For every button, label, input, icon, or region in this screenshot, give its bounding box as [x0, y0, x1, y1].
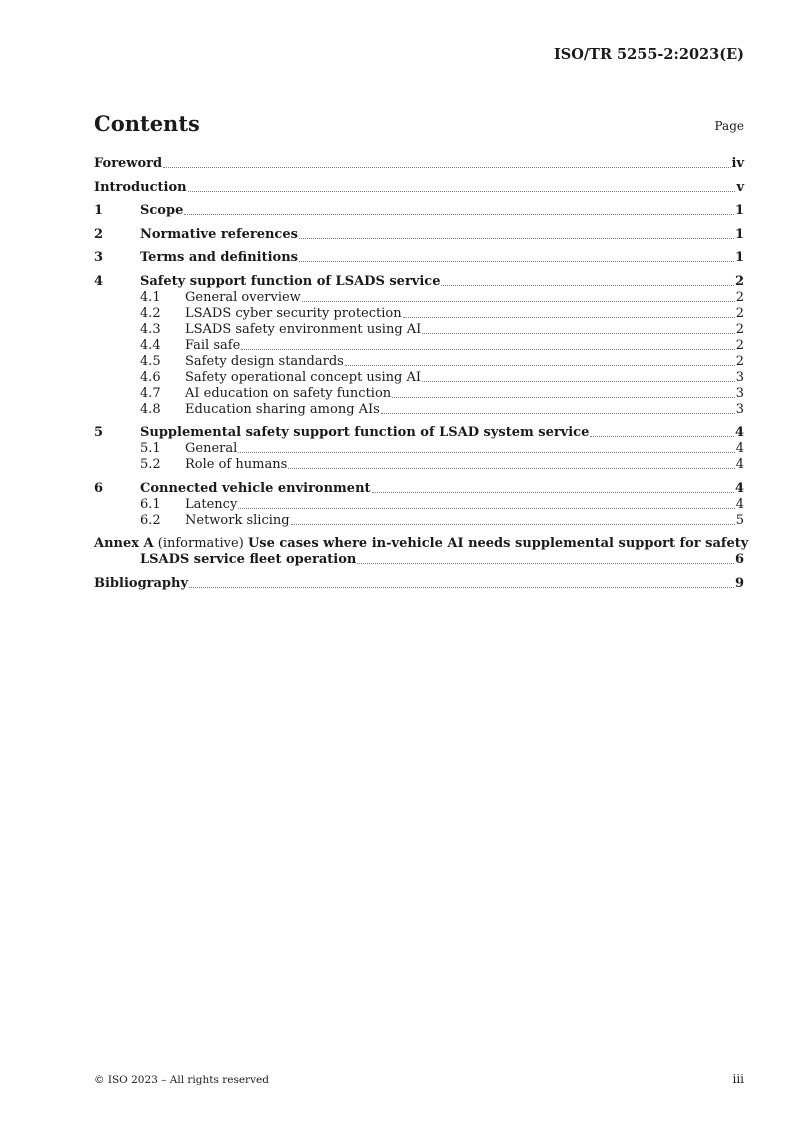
dot-leader: [422, 333, 734, 334]
toc-entry-4-6[interactable]: [94, 370, 744, 386]
dot-leader: [241, 349, 734, 350]
toc-entry-6-1[interactable]: [94, 497, 744, 513]
toc-entry-page: 4: [734, 480, 744, 496]
toc-entry-page: 4: [735, 457, 744, 472]
document-id: ISO/TR 5255-2:2023(E): [553, 46, 744, 63]
toc-entry-label: Normative references: [140, 226, 298, 242]
dot-leader: [299, 261, 734, 262]
dot-leader: [291, 524, 735, 525]
toc-entry-5-1[interactable]: [94, 441, 744, 457]
toc-entry-4-3[interactable]: [94, 322, 744, 338]
annex-type: (informative): [157, 536, 244, 551]
subclause-number: 4.2: [140, 305, 161, 321]
clause-number: 1: [94, 203, 104, 218]
subclause-number: 6.1: [140, 496, 161, 512]
toc-entry-page: 2: [734, 273, 744, 289]
clause-number: 4: [94, 273, 104, 289]
subclause-number: 4.4: [140, 337, 161, 353]
toc-title: Contents: [94, 111, 200, 136]
annex-title-line: [94, 552, 744, 568]
toc-entry-label: Foreword: [94, 156, 163, 171]
toc-entry-label: General overview: [185, 289, 301, 305]
toc-entry-4-2[interactable]: [94, 306, 744, 322]
dot-leader: [422, 381, 735, 382]
dot-leader: [288, 468, 734, 469]
dot-leader: [299, 238, 734, 239]
toc-entry-page: 3: [735, 369, 744, 385]
toc-entry-page: 4: [734, 425, 744, 440]
toc-entry-label: General: [185, 441, 238, 456]
toc-entry-label: Safety support function of LSADS service: [140, 273, 441, 289]
toc-entry-page: 2: [735, 337, 744, 353]
toc-entry-page: 2: [735, 321, 744, 337]
toc-entry-4-4[interactable]: [94, 338, 744, 354]
toc-entry-page: 1: [734, 250, 744, 265]
toc-entry-label: Education sharing among AIs: [185, 401, 380, 417]
toc-entry-clause-5[interactable]: [94, 425, 744, 441]
dot-leader: [163, 167, 730, 168]
toc-entry-page: 6: [734, 552, 744, 567]
toc-entry-label: Latency: [185, 496, 238, 512]
toc-entry-page: 4: [735, 496, 744, 512]
toc-entry-page: 3: [735, 401, 744, 417]
toc-entry-introduction[interactable]: [94, 180, 744, 196]
toc-entry-label: LSADS cyber security protection: [185, 305, 402, 321]
subclause-number: 4.7: [140, 385, 161, 401]
subclause-number: 6.2: [140, 512, 161, 528]
toc-entry-clause-2[interactable]: [94, 227, 744, 243]
subclause-number: 4.1: [140, 289, 161, 305]
dot-leader: [188, 191, 736, 192]
toc-entry-label: Terms and definitions: [140, 250, 298, 265]
toc-entry-label: Fail safe: [185, 337, 241, 353]
toc-entry-bibliography[interactable]: [94, 576, 744, 592]
toc-entry-5-2[interactable]: [94, 457, 744, 473]
toc-entry-clause-6[interactable]: [94, 481, 744, 497]
toc-entry-label: Connected vehicle environment: [140, 480, 371, 496]
toc-entry-clause-4[interactable]: [94, 274, 744, 290]
toc-entry-label: Bibliography: [94, 575, 189, 591]
table-of-contents: [94, 156, 749, 592]
toc-entry-4-1[interactable]: [94, 290, 744, 306]
toc-entry-page: 1: [734, 226, 744, 242]
toc-entry-label: Scope: [140, 203, 184, 218]
subclause-number: 4.8: [140, 401, 161, 417]
dot-leader: [184, 214, 734, 215]
toc-entry-page: v: [736, 179, 744, 195]
annex-title-line2: LSADS service fleet operation: [140, 552, 357, 567]
dot-leader: [345, 365, 735, 366]
subclause-number: 5.2: [140, 457, 161, 472]
toc-entry-label: AI education on safety function: [185, 385, 392, 401]
toc-entry-foreword[interactable]: [94, 156, 744, 172]
toc-entry-page: 2: [735, 305, 744, 321]
toc-entry-label: Introduction: [94, 179, 187, 195]
dot-leader: [392, 397, 735, 398]
clause-number: 6: [94, 480, 104, 496]
toc-entry-page: 2: [735, 289, 744, 305]
dot-leader: [189, 587, 734, 588]
dot-leader: [403, 317, 735, 318]
toc-entry-4-7[interactable]: [94, 386, 744, 402]
page-number: iii: [732, 1072, 744, 1086]
toc-entry-6-2[interactable]: [94, 513, 744, 529]
page-column-label: Page: [714, 119, 744, 133]
toc-entry-4-8[interactable]: [94, 402, 744, 418]
toc-entry-label: Supplemental safety support function of LSAD system service: [140, 425, 590, 440]
toc-entry-page: 3: [735, 385, 744, 401]
dot-leader: [381, 413, 735, 414]
toc-entry-page: 1: [734, 203, 744, 218]
toc-entry-clause-1[interactable]: [94, 203, 744, 219]
dot-leader: [238, 452, 734, 453]
subclause-number: 4.5: [140, 353, 161, 369]
toc-entry-page: iv: [731, 156, 744, 171]
toc-entry-page: 2: [735, 353, 744, 369]
clause-number: 5: [94, 425, 104, 440]
clause-number: 3: [94, 250, 104, 265]
dot-leader: [357, 563, 734, 564]
toc-entry-page: 9: [734, 575, 744, 591]
dot-leader: [372, 492, 734, 493]
toc-entry-4-5[interactable]: [94, 354, 744, 370]
clause-number: 2: [94, 226, 104, 242]
dot-leader: [590, 436, 734, 437]
toc-entry-label: Safety operational concept using AI: [185, 369, 421, 385]
dot-leader: [441, 285, 733, 286]
toc-entry-label: Network slicing: [185, 512, 290, 528]
subclause-number: 5.1: [140, 441, 161, 456]
annex-prefix: Annex A: [94, 536, 154, 551]
subclause-number: 4.3: [140, 321, 161, 337]
toc-entry-page: 4: [735, 441, 744, 456]
toc-entry-label: Safety design standards: [185, 353, 344, 369]
toc-entry-page: 5: [735, 512, 744, 528]
toc-entry-clause-3[interactable]: [94, 250, 744, 266]
toc-entry-annex-a[interactable]: [94, 536, 749, 568]
toc-entry-label: Role of humans: [185, 457, 288, 472]
copyright-notice: © ISO 2023 – All rights reserved: [94, 1074, 269, 1086]
toc-entry-label: LSADS safety environment using AI: [185, 321, 422, 337]
annex-heading-line: [94, 536, 749, 552]
dot-leader: [238, 508, 734, 509]
dot-leader: [302, 301, 735, 302]
subclause-number: 4.6: [140, 369, 161, 385]
annex-title-line1: Use cases where in-vehicle AI needs supplemental support for safety: [247, 536, 749, 551]
